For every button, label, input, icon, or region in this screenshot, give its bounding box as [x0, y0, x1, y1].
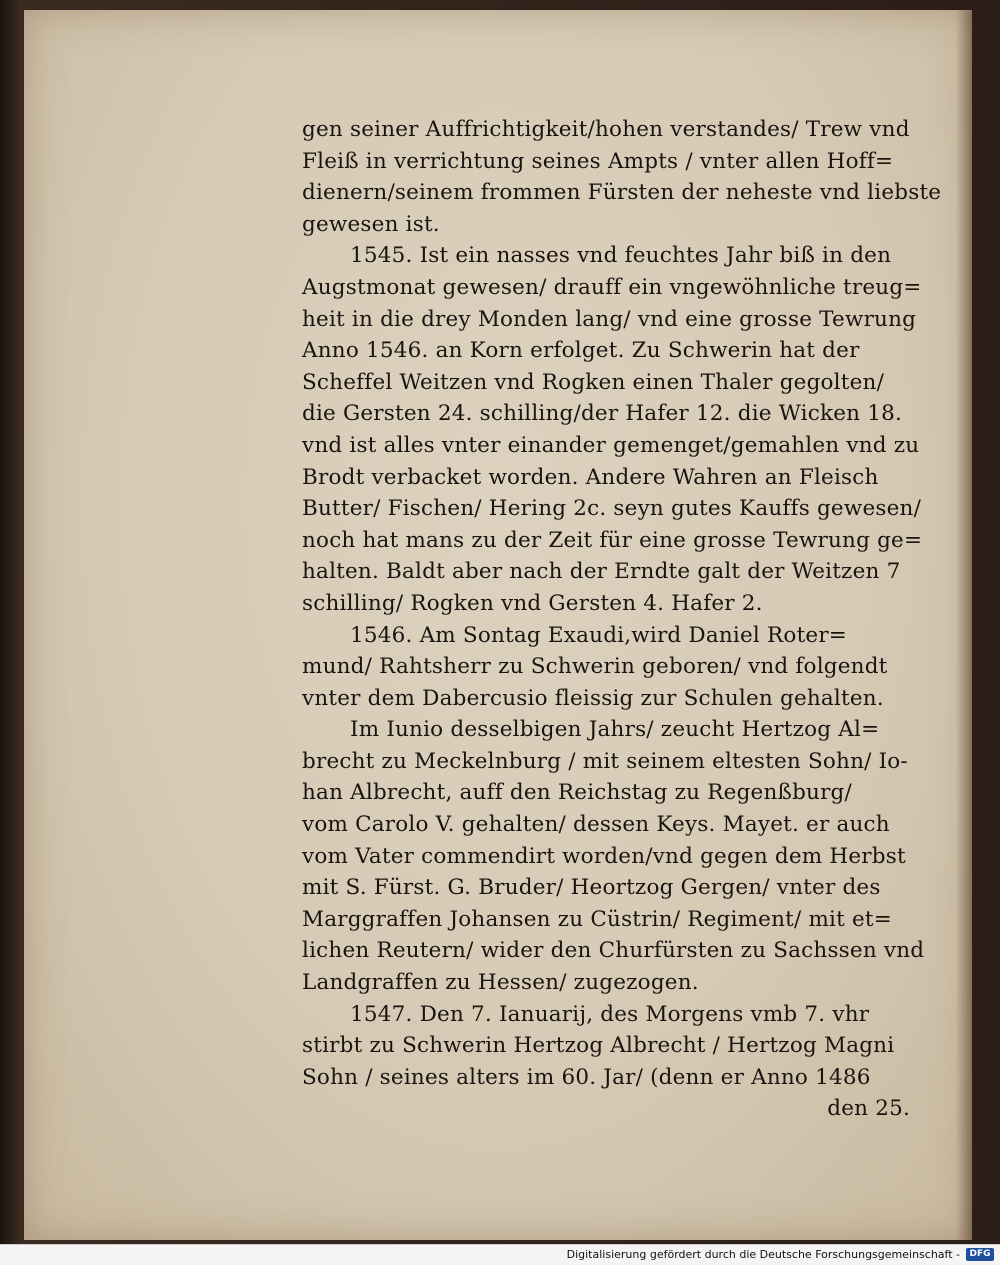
text-line: vnter dem Dabercusio fleissig zur Schulen gehalten. — [302, 685, 884, 711]
text-line: Brodt verbacket worden. Andere Wahren an Fleisch — [302, 464, 879, 490]
text-line: vom Vater commendirt worden/vnd gegen dem Herbst — [302, 843, 906, 869]
text-line: Landgraffen zu Hessen/ zugezogen. — [302, 970, 699, 996]
text-line: mund/ Rahtsherr zu Schwerin geboren/ vnd folgendt — [302, 654, 888, 680]
text-line: schilling/ Rogken vnd Gersten 4. Hafer 2. — [302, 590, 763, 616]
text-line: vnd ist alles vnter einander gemenget/gemahlen vnd zu — [302, 432, 920, 458]
text-line: Marggraffen Johansen zu Cüstrin/ Regiment/ mit et= — [302, 906, 892, 932]
text-line: brecht zu Meckelnburg / mit seinem eltesten Sohn/ Io- — [302, 748, 908, 774]
text-line: han Albrecht, auff den Reichstag zu Regenßburg/ — [302, 780, 852, 806]
text-line: Butter/ Fischen/ Hering 2c. seyn gutes Kauffs gewesen/ — [302, 496, 922, 522]
text-line: gewesen ist. — [302, 211, 440, 237]
text-line: gen seiner Auffrichtigkeit/hohen verstandes/ Trew vnd — [302, 117, 910, 142]
footer-bar — [0, 1244, 1000, 1265]
text-line: die Gersten 24. schilling/der Hafer 12. die Wicken 18. — [302, 401, 903, 427]
text-line: halten. Baldt aber nach der Erndte galt der Weitzen 7 — [302, 559, 901, 585]
text-line: 1545. Ist ein nasses vnd feuchtes Jahr biß in den — [350, 243, 892, 269]
text-line: dienern/seinem frommen Fürsten der neheste vnd liebste — [302, 180, 942, 206]
text-line: 1546. Am Sontag Exaudi,wird Daniel Roter= — [350, 622, 848, 648]
text-line: Anno 1546. an Korn erfolget. Zu Schwerin hat der — [302, 338, 860, 364]
text-line: stirbt zu Schwerin Hertzog Albrecht / Hertzog Magni — [302, 1033, 895, 1059]
text-line: Im Iunio desselbigen Jahrs/ zeucht Hertzog Al= — [350, 717, 880, 743]
text-line: heit in die drey Monden lang/ vnd eine grosse Tewrung — [302, 306, 917, 332]
dfg-logo: DFG — [966, 1248, 994, 1261]
text-line: Scheffel Weitzen vnd Rogken einen Thaler gegolten/ — [302, 369, 885, 395]
text-line: 1547. Den 7. Ianuarij, des Morgens vmb 7. vhr — [350, 1001, 870, 1027]
text-line: lichen Reutern/ wider den Churfürsten zu Sachssen vnd — [302, 938, 925, 964]
text-line: mit S. Fürst. G. Bruder/ Heortzog Gergen/ vnter des — [302, 875, 881, 901]
text-line: noch hat mans zu der Zeit für eine grosse Tewrung ge= — [302, 527, 923, 553]
text-line: Fleiß in verrichtung seines Ampts / vnter allen Hoff= — [302, 148, 894, 174]
book-page — [24, 10, 972, 1240]
text-line: Augstmonat gewesen/ drauff ein vngewöhnliche treug= — [302, 274, 922, 300]
text-line: den 25. — [827, 1096, 910, 1122]
text-line: Sohn / seines alters im 60. Jar/ (denn er Anno 1486 — [302, 1064, 871, 1090]
text-line: vom Carolo V. gehalten/ dessen Keys. Mayet. er auch — [302, 812, 890, 838]
footer-credit-text: Digitalisierung gefördert durch die Deutsche Forschungsgemeinschaft - — [566, 1248, 960, 1261]
page-text-block — [302, 114, 942, 1125]
